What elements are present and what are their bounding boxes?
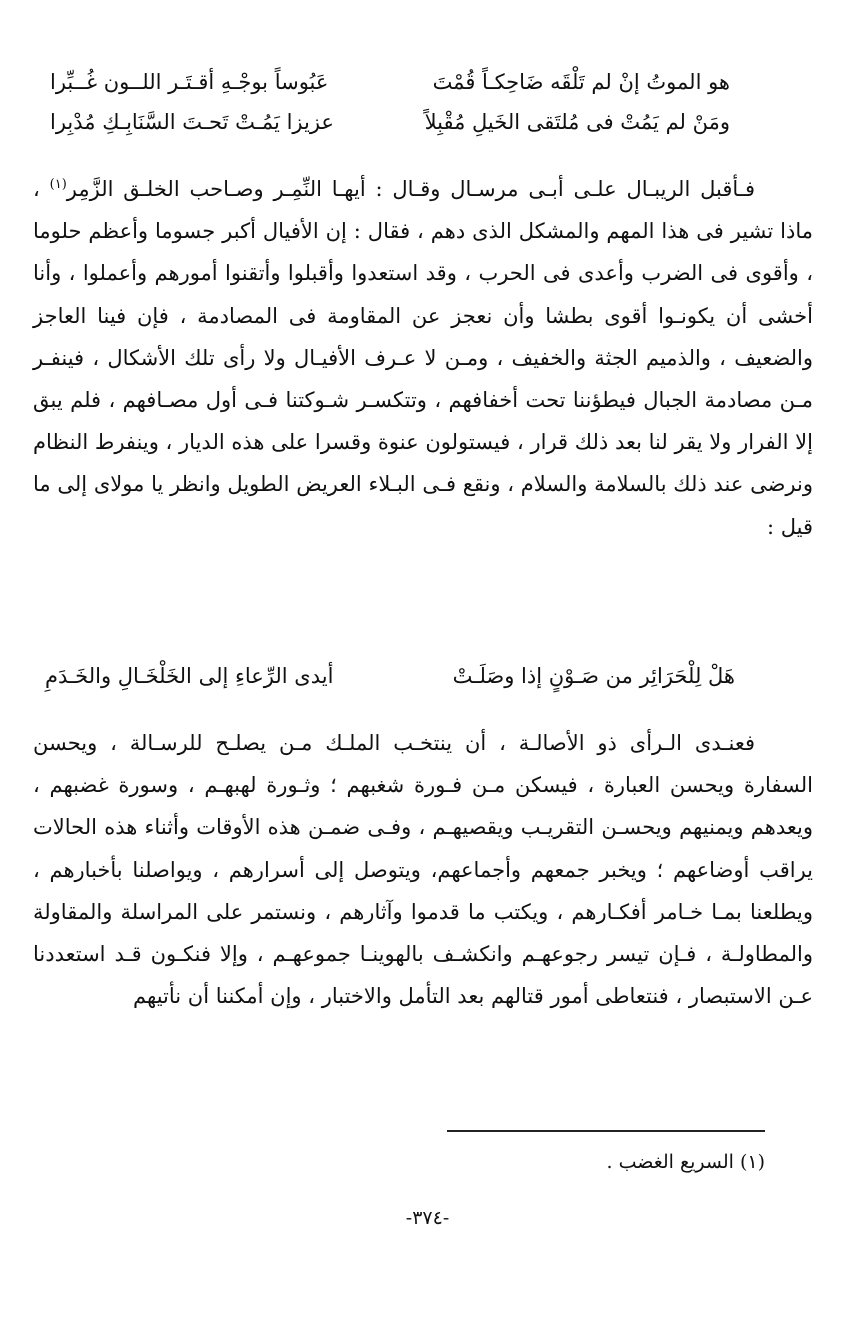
paragraph-text-rest: ، ماذا تشير فى هذا المهم والمشكل الذى دهم ، فقال : إن الأفيال أكبر جسوما وأعظم حلوما ، وأقوى فى الضرب وأعدى فى الحرب ، وقد استعدوا وأقبلوا وأتقنوا أمورهم وأعملوا ، وأنا أخشى أن يكونـوا أقوى بطشا وأن نعجز عن المقاومة فى المصادمة ، فإن فينا العاجز والضعيف ، والذميم الجثة والخفيف ، ومـن لا عـرف الأفيـال ولا رأى تلك الأشكال ، فينفـر مـن مصادمة الجبال فيطؤننا تحت أخفافهم ، وتتكسـر شـوكتنا فـى أول مصـافهم ، فلم يبق إلا الفرار ولا يقر لنا بعد ذلك قرار ، فيستولون عنوة وقسرا على هذه الديار ، وينفرط النظام ونرضى عند ذلك بالسلامة والسلام ، ونقع فـى البـلاء العريض الطويل وانظر يا مولاى إلى ما قيل : [33, 177, 813, 539]
paragraph-text: فعنـدى الـرأى ذو الأصالـة ، أن ينتخـب الملـك مـن يصلـح للرسـالة ، ويحسن السفارة ويحسن العبارة ، فيسكن مـن فـورة شغبهم ؛ وثـورة لهبهـم ، وسورة غضبهم ، ويعدهم ويمنيهم ويحسـن التقريـب ويقصيهـم ، وفـى ضمـن هذه الأوقات وأثناء هذه الحالات يراقب أوضاعهم ؛ ويخبر جمعهم وأجماعهم، ويتوصل إلى أسرارهم ، ويواصلنا بأخبارهم ، ويطلعنا بمـا خـامر أفكـارهم ، ويكتب ما قدموا وآثارهم ، ونستمر على المراسلة والمقاولة والمطاولـة ، فـإن تيسر رجوعهـم وانكشـف بالهوينـا جموعهـم ، وإلا فنكـون قـد استعددنا عـن الاستبصار ، فنتعاطى أمور قتالهم بعد التأمل والاختبار ، وإن أمكننا أن نأتيهم [33, 731, 813, 1009]
verse-second-hemistich: عَبُوساً بوجْـهِ أقـتَـر اللــون غُــبِّرا [50, 70, 329, 94]
paragraph-text-start: فـأقبل الريبـال علـى أبـى مرسـال وقـال : أيهـا النِّمِـر وصـاحب الخلـق الزَّمِر [66, 177, 756, 201]
footnote-divider [447, 1130, 765, 1132]
verse-line [45, 656, 735, 696]
verse-first-hemistich: هو الموتُ إنْ لم تَلْقَه ضَاحِكـاً قُمْتَ [432, 70, 730, 94]
verse-second-hemistich: أيدى الرِّعاءِ إلى الخَلْخَـالِ والخَـدَمِ [45, 664, 334, 688]
quoted-verse [45, 656, 735, 696]
page-number: -٣٧٤- [405, 1207, 450, 1229]
verse-first-hemistich: ومَنْ لم يَمُتْ فى مُلتَقى الخَيلِ مُقْبِلاً [424, 110, 730, 134]
second-paragraph [33, 722, 813, 1017]
verse-line [50, 62, 730, 102]
page-number-row [0, 1203, 855, 1233]
footnote-marker: (١) [49, 177, 67, 192]
opening-verses [50, 62, 730, 142]
verse-first-hemistich: هَلْ لِلْحَرَائِر من صَـوْنٍ إذا وصَلَـتْ [452, 664, 735, 688]
main-paragraph [33, 168, 813, 548]
verse-line [50, 102, 730, 142]
verse-second-hemistich: عزيزا يَمُـتْ تَحـتَ السَّنَابِـكِ مُدْبِرا [50, 110, 334, 134]
footnote: (١) السريع الغضب . [606, 1151, 765, 1173]
paragraph-text [33, 168, 813, 548]
